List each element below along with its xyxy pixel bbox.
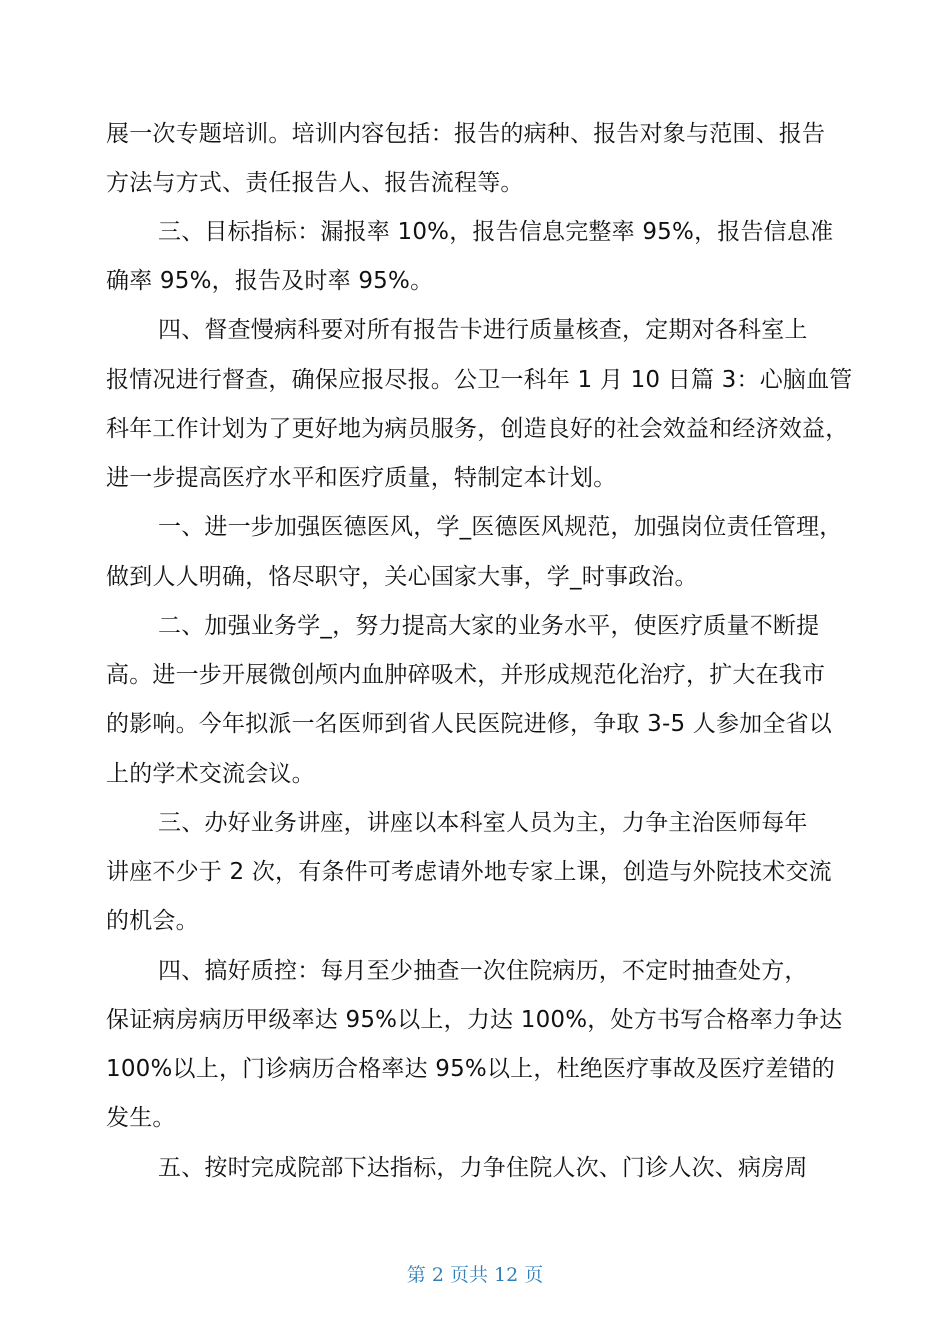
page-number-footer: 第 2 页共 12 页 <box>406 1264 544 1286</box>
text-line: 讲座不少于 2 次，有条件可考虑请外地专家上课，创造与外院技术交流 <box>106 859 832 885</box>
text-line: 五、按时完成院部下达指标，力争住院人次、门诊人次、病房周 <box>158 1155 808 1181</box>
text-line: 的影响。今年拟派一名医师到省人民医院进修，争取 3-5 人参加全省以 <box>106 711 832 737</box>
text-line: 保证病房病历甲级率达 95%以上，力达 100%，处方书写合格率力争达 <box>106 1007 843 1033</box>
text-line: 高。进一步开展微创颅内血肿碎吸术，并形成规范化治疗，扩大在我市 <box>106 662 826 688</box>
text-line: 三、目标指标：漏报率 10%，报告信息完整率 95%，报告信息准 <box>158 219 834 245</box>
text-line: 一、进一步加强医德医风，学_医德医风规范，加强岗位责任管理， <box>158 514 843 540</box>
text-line: 上的学术交流会议。 <box>106 761 315 787</box>
text-line: 展一次专题培训。培训内容包括：报告的病种、报告对象与范围、报告 <box>106 121 826 147</box>
text-line: 做到人人明确，恪尽职守，关心国家大事，学_时事政治。 <box>106 564 698 590</box>
text-line: 二、加强业务学_，努力提高大家的业务水平，使医疗质量不断提 <box>158 613 820 639</box>
text-line: 科年工作计划为了更好地为病员服务，创造良好的社会效益和经济效益， <box>106 416 849 442</box>
text-line: 三、办好业务讲座，讲座以本科室人员为主，力争主治医师每年 <box>158 810 808 836</box>
text-line: 方法与方式、责任报告人、报告流程等。 <box>106 170 524 196</box>
text-line: 的机会。 <box>106 908 199 934</box>
text-line: 确率 95%，报告及时率 95%。 <box>106 268 434 294</box>
text-line: 发生。 <box>106 1105 176 1131</box>
text-line: 四、搞好质控：每月至少抽查一次住院病历，不定时抽查处方， <box>158 958 808 984</box>
text-line: 四、督查慢病科要对所有报告卡进行质量核查，定期对各科室上 <box>158 317 808 343</box>
text-line: 进一步提高医疗水平和医疗质量，特制定本计划。 <box>106 465 617 491</box>
text-line: 100%以上，门诊病历合格率达 95%以上，杜绝医疗事故及医疗差错的 <box>106 1056 835 1082</box>
text-line: 报情况进行督查，确保应报尽报。公卫一科年 1 月 10 日篇 3：心脑血管 <box>106 367 853 393</box>
